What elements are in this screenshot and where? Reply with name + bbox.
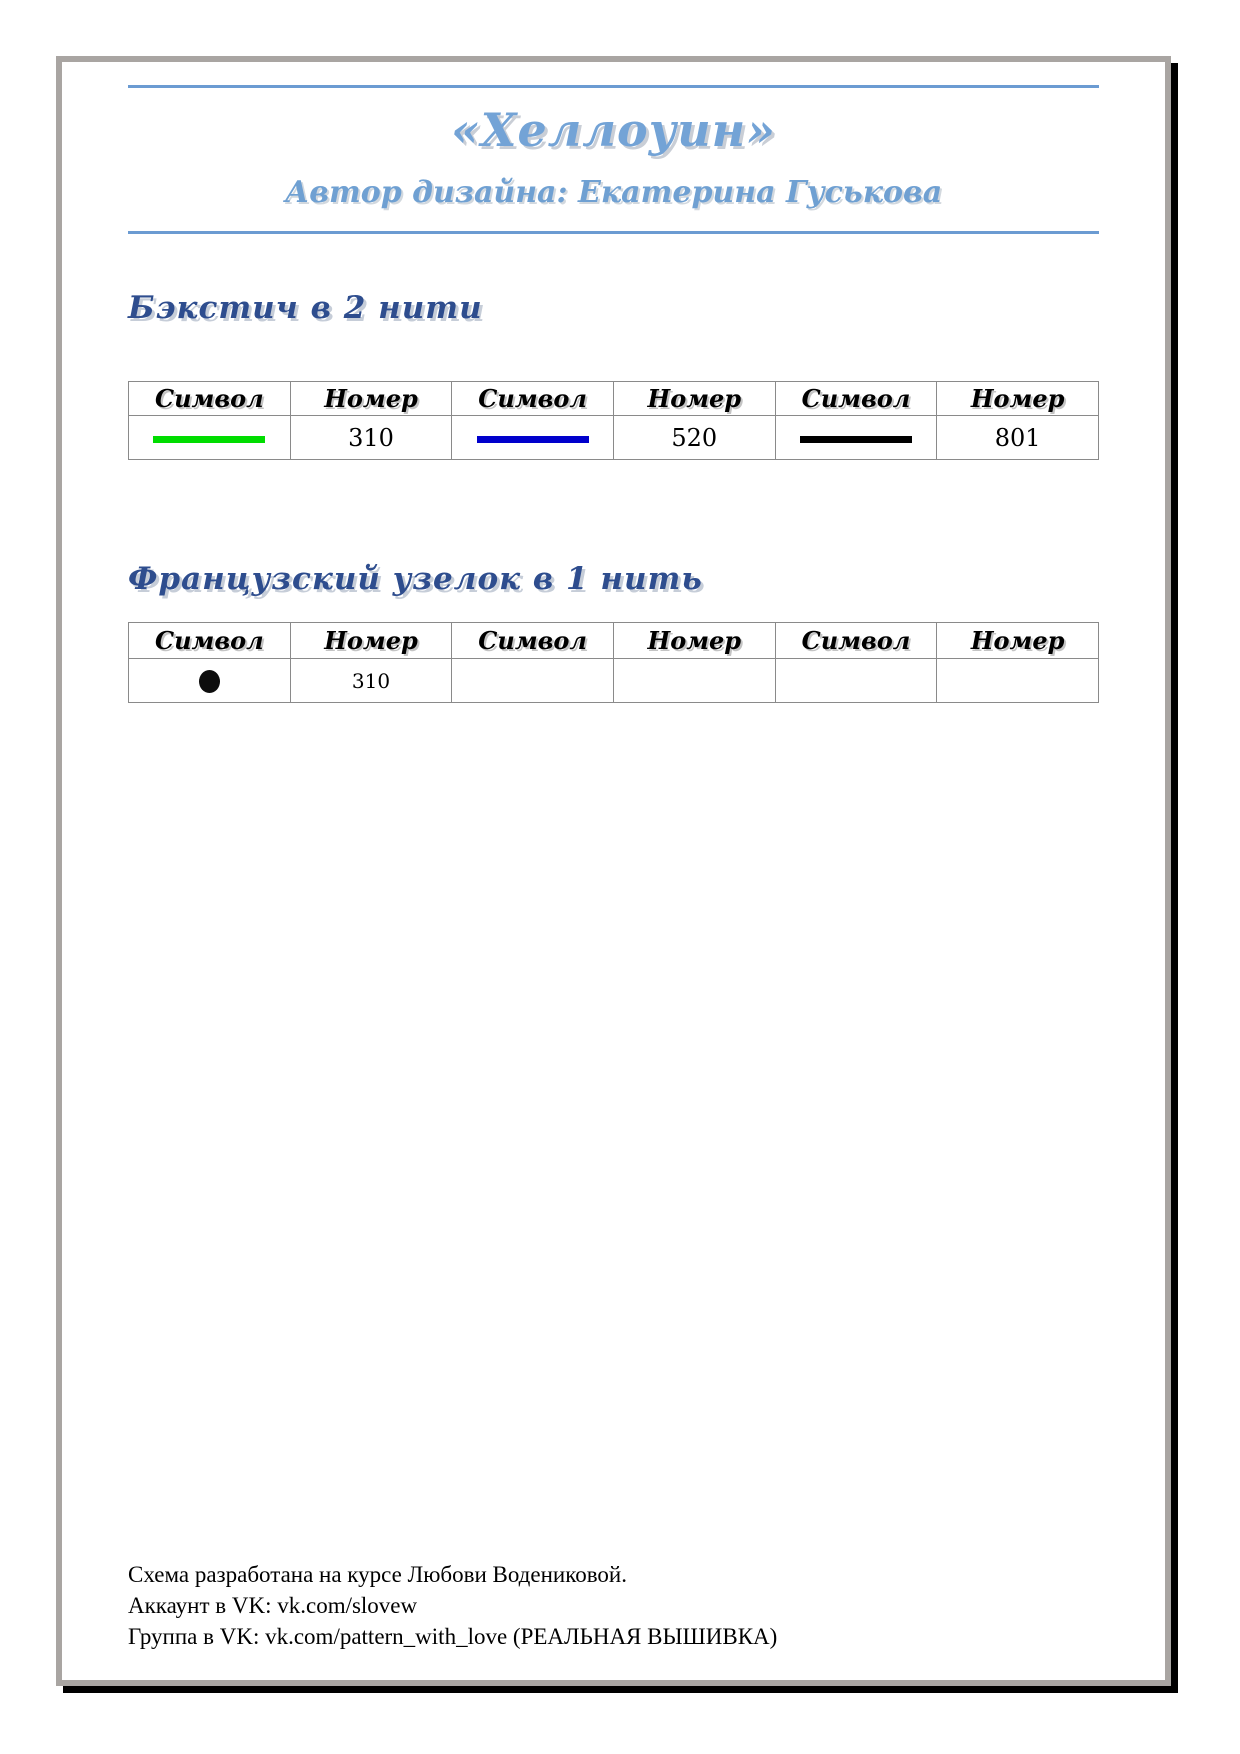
column-header-number: Номер bbox=[613, 623, 775, 659]
empty-cell bbox=[613, 659, 775, 703]
backstitch-header-row bbox=[129, 382, 1099, 416]
column-header-number: Номер bbox=[937, 623, 1099, 659]
french-knot-header-row bbox=[129, 623, 1099, 659]
column-header-number: Номер bbox=[937, 382, 1099, 416]
symbol-cell bbox=[452, 416, 614, 460]
empty-cell bbox=[775, 659, 937, 703]
thread-number-cell: 310 bbox=[290, 416, 452, 460]
page-footer bbox=[128, 1559, 1099, 1652]
empty-cell bbox=[937, 659, 1099, 703]
page-subtitle: Автор дизайна: Екатерина Гуськова bbox=[284, 175, 943, 210]
column-header-symbol: Символ bbox=[775, 623, 937, 659]
black-dot-icon bbox=[199, 670, 220, 693]
footer-vk-account: Аккаунт в VK: vk.com/slovew bbox=[128, 1593, 418, 1618]
footer-course-credit: Схема разработана на курсе Любови Водениковой. bbox=[128, 1562, 627, 1587]
header-divider bbox=[128, 231, 1099, 234]
backstitch-legend-table bbox=[128, 381, 1099, 460]
empty-cell bbox=[452, 659, 614, 703]
top-divider bbox=[128, 85, 1099, 88]
column-header-number: Номер bbox=[290, 623, 452, 659]
column-header-symbol: Символ bbox=[775, 382, 937, 416]
black-line-icon bbox=[800, 436, 912, 443]
thread-number-cell: 310 bbox=[290, 659, 452, 703]
symbol-cell bbox=[129, 416, 291, 460]
column-header-symbol: Символ bbox=[129, 382, 291, 416]
symbol-cell bbox=[775, 416, 937, 460]
symbol-cell bbox=[129, 659, 291, 703]
backstitch-section-heading: Бэкстич в 2 нити bbox=[128, 290, 483, 326]
green-line-icon bbox=[153, 436, 265, 443]
backstitch-legend-row bbox=[129, 416, 1099, 460]
thread-number-cell: 801 bbox=[937, 416, 1099, 460]
column-header-symbol: Символ bbox=[452, 623, 614, 659]
column-header-symbol: Символ bbox=[129, 623, 291, 659]
column-header-number: Номер bbox=[613, 382, 775, 416]
page-title: «Хеллоуин» bbox=[451, 103, 776, 157]
column-header-symbol: Символ bbox=[452, 382, 614, 416]
french-knot-legend-row bbox=[129, 659, 1099, 703]
thread-number-cell: 520 bbox=[613, 416, 775, 460]
french-knot-legend-table bbox=[128, 622, 1099, 703]
document-page bbox=[56, 56, 1171, 1686]
column-header-number: Номер bbox=[290, 382, 452, 416]
blue-line-icon bbox=[477, 436, 589, 443]
french-knot-section-heading: Французский узелок в 1 нить bbox=[128, 561, 703, 597]
footer-vk-group: Группа в VK: vk.com/pattern_with_love (РЕАЛЬНАЯ ВЫШИВКА) bbox=[128, 1624, 778, 1649]
